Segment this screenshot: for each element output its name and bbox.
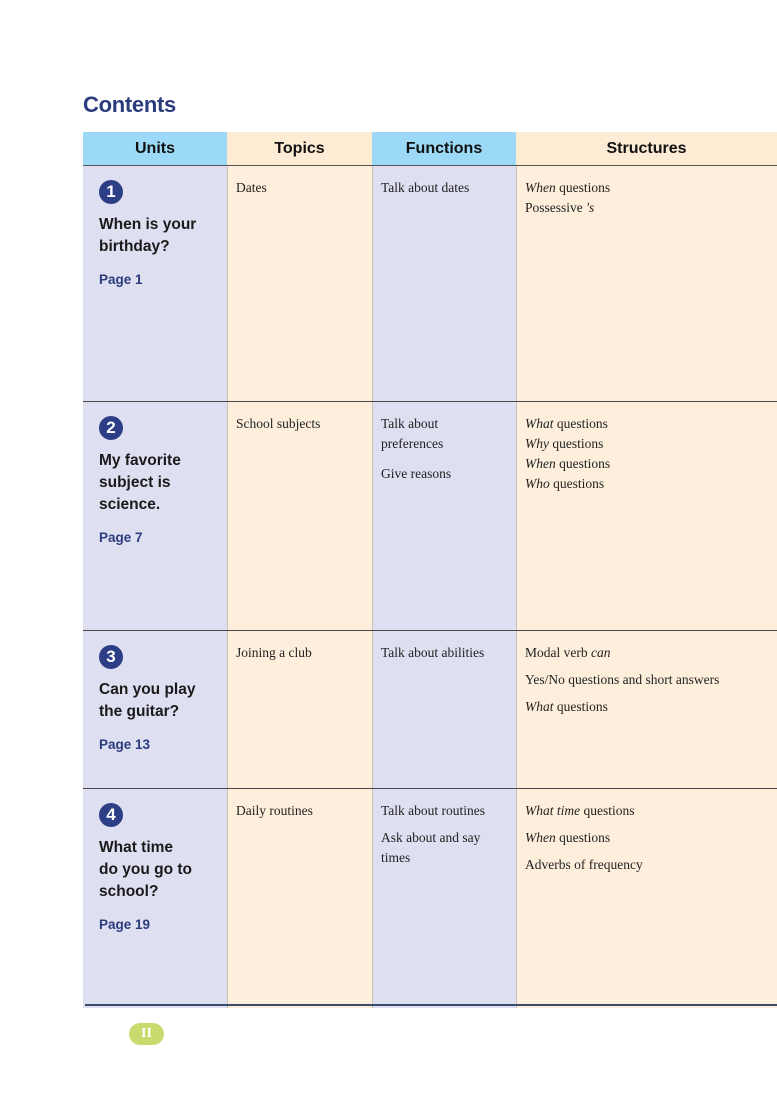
- unit-cell: [83, 789, 227, 1008]
- page-number-badge: II: [129, 1023, 164, 1045]
- structures-cell: Modal verb can Yes/No questions and short answers What questions: [516, 631, 777, 788]
- header-units: Units: [83, 132, 227, 165]
- unit-page-link[interactable]: Page 1: [99, 272, 143, 287]
- unit-title[interactable]: Can you play the guitar?: [99, 681, 196, 720]
- unit-cell: [83, 402, 227, 630]
- table-row: [83, 631, 777, 789]
- functions-cell: Talk about abilities: [372, 631, 516, 788]
- header-structures: Structures: [516, 132, 777, 165]
- functions-cell: Talk about preferences Give reasons: [372, 402, 516, 630]
- structures-cell: When questions Possessive 's: [516, 166, 777, 401]
- unit-number-badge: 1: [99, 180, 123, 204]
- page-title: Contents: [83, 92, 176, 117]
- contents-table: [83, 132, 777, 1008]
- unit-page-link[interactable]: Page 7: [99, 530, 143, 545]
- structures-cell: What questions Why questions When questions Who questions: [516, 402, 777, 630]
- unit-page-link[interactable]: Page 13: [99, 737, 151, 752]
- unit-page-link[interactable]: Page 19: [99, 917, 151, 932]
- unit-number-badge: 3: [99, 645, 123, 669]
- unit-number-badge: 4: [99, 803, 123, 827]
- unit-cell: [83, 166, 227, 401]
- bottom-rule: [85, 1004, 777, 1006]
- structures-cell: What time questions When questions Adverbs of frequency: [516, 789, 777, 1008]
- topic-cell: Daily routines: [227, 789, 372, 1008]
- table-row: [83, 402, 777, 631]
- table-row: [83, 789, 777, 1008]
- table-row: [83, 166, 777, 402]
- unit-title[interactable]: When is your birthday?: [99, 216, 197, 255]
- functions-cell: Talk about dates: [372, 166, 516, 401]
- unit-title[interactable]: My favorite subject is science.: [99, 452, 181, 513]
- topic-cell: Joining a club: [227, 631, 372, 788]
- table-header: [83, 132, 777, 166]
- unit-title[interactable]: What time do you go to school?: [99, 839, 192, 900]
- header-functions: Functions: [372, 132, 516, 165]
- topic-cell: School subjects: [227, 402, 372, 630]
- functions-cell: Talk about routines Ask about and say times: [372, 789, 516, 1008]
- topic-cell: Dates: [227, 166, 372, 401]
- header-topics: Topics: [227, 132, 372, 165]
- unit-cell: [83, 631, 227, 788]
- unit-number-badge: 2: [99, 416, 123, 440]
